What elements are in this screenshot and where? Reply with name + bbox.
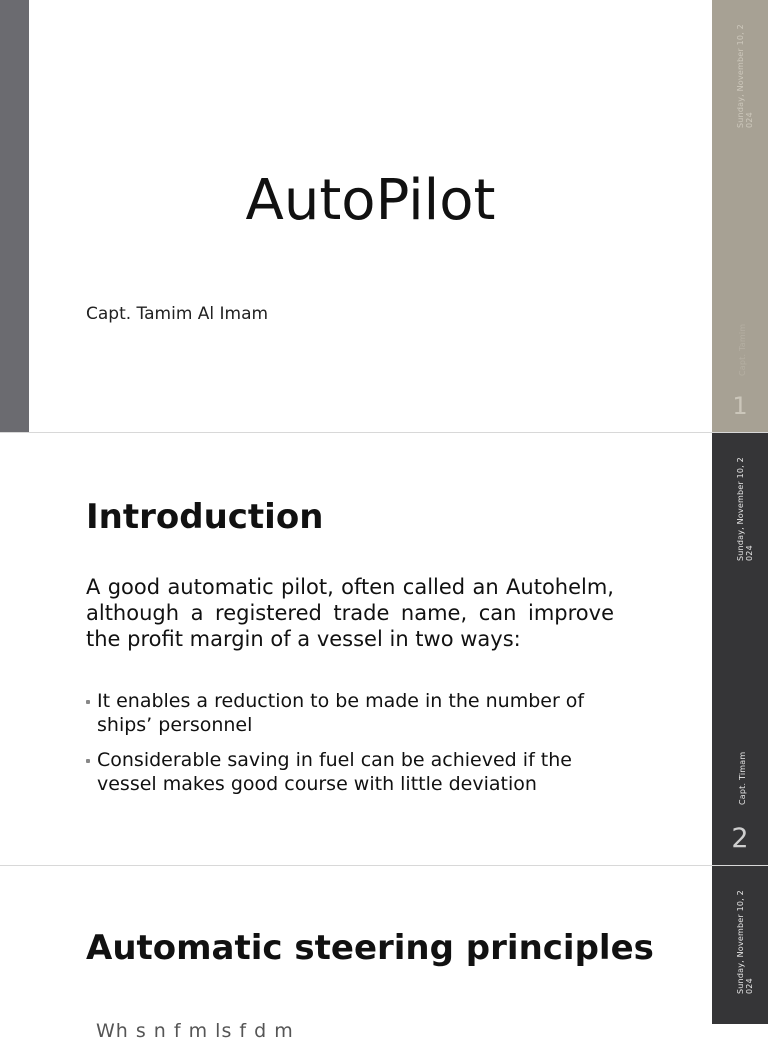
slide-title: AutoPilot — [245, 168, 496, 233]
slide-3 — [0, 866, 768, 1042]
slide-footer: Capt. Timam — [738, 751, 747, 805]
bullet-list — [86, 689, 614, 807]
slide-number: 1 — [732, 392, 748, 420]
slide-body-text-partial — [96, 1018, 616, 1042]
slide-heading: Automatic steering principles — [86, 928, 654, 968]
slide-1 — [0, 0, 768, 432]
bullet-item: It enables a reduction to be made in the number of ships’ personnel — [86, 689, 614, 737]
slide-number: 2 — [731, 823, 749, 854]
slide-date: Sunday, November 10, 2 024 — [736, 457, 754, 561]
slide-side-panel — [712, 433, 768, 865]
slide-side-panel — [712, 0, 768, 432]
slide-date: Sunday, November 10, 2 024 — [736, 24, 754, 128]
slide-accent-bar — [0, 0, 29, 432]
slide-footer: Capt. Tamim — [738, 323, 747, 376]
bullet-item: Considerable saving in fuel can be achieved if the vessel makes good course with little deviation — [86, 748, 614, 796]
slide-heading: Introduction — [86, 497, 324, 537]
slide-side-panel — [712, 866, 768, 1024]
slide-date: Sunday, November 10, 2 024 — [736, 890, 754, 994]
slide-body-text: A good automatic pilot, often called an Autohelm, although a registered trade name, can improve the profit margin of a vessel in two ways: — [86, 575, 614, 651]
partial-text: Wh s n f m ls f d m — [96, 1020, 294, 1042]
slide-subtitle: Capt. Tamim Al Imam — [86, 304, 269, 324]
slide-2 — [0, 433, 768, 865]
